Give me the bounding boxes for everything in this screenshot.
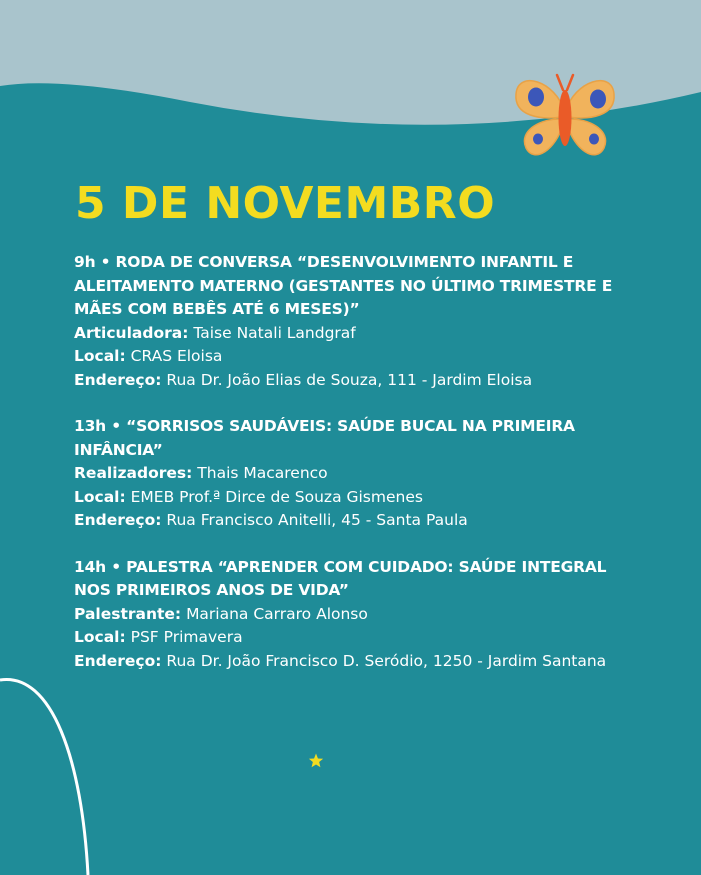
event-detail-local xyxy=(74,486,634,510)
detail-label: Articuladora: xyxy=(74,323,189,342)
event-heading: 9h • RODA DE CONVERSA “DESENVOLVIMENTO INFANTIL E ALEITAMENTO MATERNO (GESTANTES NO ÚLTIMO TRIMESTRE E MÃES COM BEBÊS ATÉ 6 MESES)” xyxy=(74,253,613,318)
event-heading: 13h • “SORRISOS SAUDÁVEIS: SAÚDE BUCAL NA PRIMEIRA INFÂNCIA” xyxy=(74,417,575,459)
event-detail-local xyxy=(74,626,634,650)
detail-value: PSF Primavera xyxy=(130,628,243,646)
detail-value: Mariana Carraro Alonso xyxy=(186,604,368,623)
star-icon xyxy=(307,752,325,770)
event-detail-local xyxy=(74,345,634,369)
event-detail-endereco xyxy=(74,650,634,674)
detail-label: Endereço: xyxy=(74,370,162,389)
events-list xyxy=(74,251,634,696)
event-item xyxy=(74,556,634,674)
detail-value: Rua Dr. João Elias de Souza, 111 - Jardim Eloisa xyxy=(166,370,533,389)
detail-value: EMEB Prof.ª Dirce de Souza Gismenes xyxy=(130,487,423,506)
detail-label: Local: xyxy=(74,487,126,506)
detail-value: Rua Dr. João Francisco D. Seródio, 1250 - Jardim Santana xyxy=(166,651,607,670)
detail-label: Palestrante: xyxy=(74,604,182,623)
event-detail-realizadores xyxy=(74,462,634,486)
event-item xyxy=(74,251,634,392)
detail-label: Endereço: xyxy=(74,651,162,670)
event-detail-endereco xyxy=(74,509,634,533)
page-title: 5 DE NOVEMBRO xyxy=(75,178,496,229)
detail-label: Realizadores: xyxy=(74,464,193,482)
event-detail-palestrante xyxy=(74,603,634,627)
detail-value: CRAS Eloisa xyxy=(130,347,223,365)
event-item xyxy=(74,415,634,533)
detail-value: Rua Francisco Anitelli, 45 - Santa Paula xyxy=(166,511,468,529)
event-detail-articuladora xyxy=(74,322,634,346)
butterfly-icon xyxy=(510,72,620,162)
event-heading: 14h • PALESTRA “APRENDER COM CUIDADO: SAÚDE INTEGRAL NOS PRIMEIROS ANOS DE VIDA” xyxy=(74,557,607,599)
detail-value: Thais Macarenco xyxy=(197,464,328,482)
detail-value: Taise Natali Landgraf xyxy=(193,323,356,342)
detail-label: Endereço: xyxy=(74,511,162,529)
event-detail-endereco xyxy=(74,369,634,393)
detail-label: Local: xyxy=(74,347,126,365)
detail-label: Local: xyxy=(74,628,126,646)
